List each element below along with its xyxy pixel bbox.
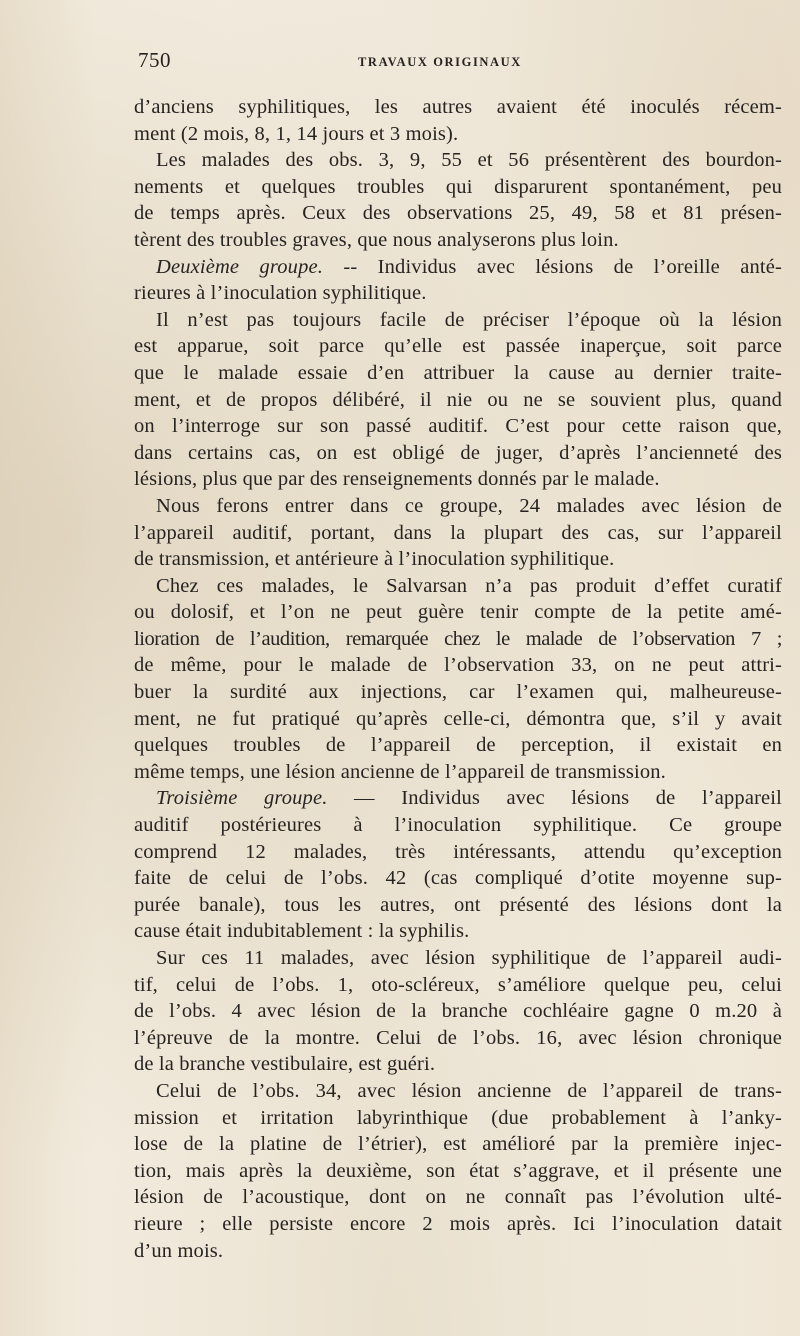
text-line: quelques troubles de l’appareil de perception, il existait en (134, 734, 782, 757)
text-line: purée banale), tous les autres, ont présenté des lésions dont la (134, 893, 782, 916)
page-header (138, 46, 792, 76)
text-line-heading-2 (134, 254, 782, 281)
text-line: ment, et de propos délibéré, il nie ou ne se souvient plus, quand (134, 388, 782, 411)
text-line: d’anciens syphilitiques, les autres avaient été inoculés récem- (134, 96, 782, 118)
section-heading-deuxieme-groupe: Deuxième groupe. (156, 255, 323, 278)
text-line: lose de la platine de l’étrier), est amélioré par la première injec- (134, 1133, 782, 1156)
text-line: ment (2 mois, 8, 1, 14 jours et 3 mois). (134, 122, 459, 145)
text-line: comprend 12 malades, très intéressants, attendu qu’exception (134, 840, 782, 863)
text-line-heading-3 (134, 785, 782, 812)
text-line: faite de celui de l’obs. 42 (cas compliqué d’otite moyenne sup- (134, 867, 782, 890)
heading-continuation: — Individus avec lésions de l’appareil (327, 787, 782, 810)
text-line: ou dolosif, et l’on ne peut guère tenir compte de la petite amé- (134, 601, 782, 624)
text-line: l’épreuve de la montre. Celui de l’obs. 16, avec lésion chronique (134, 1026, 782, 1049)
text-line: de même, pour le malade de l’observation 33, on ne peut attri- (134, 654, 782, 677)
text-line: tif, celui de l’obs. 1, oto-scléreux, s’améliore quelque peu, celui (134, 973, 782, 996)
text-line: tion, mais après la deuxième, son état s’aggrave, et il présente une (134, 1159, 782, 1182)
text-line: on l’interroge sur son passé auditif. C’est pour cette raison que, (134, 415, 782, 438)
text-line: dans certains cas, on est obligé de juger, d’après l’ancienneté des (134, 441, 782, 464)
text-line: est apparue, soit parce qu’elle est passée inaperçue, soit parce (134, 335, 782, 358)
text-line: de la branche vestibulaire, est guéri. (134, 1053, 436, 1076)
text-line: buer la surdité aux injections, car l’examen qui, malheureuse- (134, 681, 782, 704)
text-line: Celui de l’obs. 34, avec lésion ancienne de l’appareil de trans- (156, 1079, 782, 1102)
text-line: lioration de l’audition, remarquée chez le malade de l’observation 7 ; (134, 627, 782, 650)
text-line: même temps, une lésion ancienne de l’appareil de transmission. (134, 760, 666, 783)
text-line: auditif postérieures à l’inoculation syphilitique. Ce groupe (134, 814, 782, 837)
text-line: Chez ces malades, le Salvarsan n’a pas produit d’effet curatif (156, 574, 782, 597)
text-line: d’un mois. (134, 1239, 224, 1262)
text-line: Nous ferons entrer dans ce groupe, 24 malades avec lésion de (156, 494, 782, 517)
text-line: lésion de l’acoustique, dont on ne connaît pas l’évolution ulté- (134, 1186, 782, 1209)
heading-continuation: -- Individus avec lésions de l’oreille anté- (323, 255, 782, 278)
text-line: cause était indubitablement : la syphilis. (134, 920, 470, 943)
text-line: lésions, plus que par des renseignements donnés par le malade. (134, 468, 660, 491)
text-line: mission et irritation labyrinthique (due probablement à l’anky- (134, 1106, 782, 1129)
text-line: nements et quelques troubles qui disparurent spontanément, peu (134, 175, 782, 198)
text-line: rieure ; elle persiste encore 2 mois après. Ici l’inoculation datait (134, 1212, 782, 1235)
text-line: Les malades des obs. 3, 9, 55 et 56 présentèrent des bourdon- (156, 149, 782, 172)
text-line: rieures à l’inoculation syphilitique. (134, 282, 427, 305)
text-line: Sur ces 11 malades, avec lésion syphilitique de l’appareil audi- (156, 947, 782, 969)
text-line: tèrent des troubles graves, que nous analyserons plus loin. (134, 228, 619, 251)
page-number: 750 (138, 48, 171, 72)
body-text (134, 94, 782, 1264)
text-line: de temps après. Ceux des observations 25, 49, 58 et 81 présen- (134, 202, 782, 225)
text-line: de transmission, et antérieure à l’inoculation syphilitique. (134, 548, 615, 571)
text-line: de l’obs. 4 avec lésion de la branche cochléaire gagne 0 m.20 à (134, 1000, 782, 1023)
running-head: TRAVAUX ORIGINAUX (358, 55, 522, 69)
text-line: Il n’est pas toujours facile de préciser l’époque où la lésion (156, 308, 782, 331)
text-line: que le malade essaie d’en attribuer la cause au dernier traite- (134, 361, 782, 384)
section-heading-troisieme-groupe: Troisième groupe. (156, 787, 328, 810)
text-line: ment, ne fut pratiqué qu’après celle-ci, démontra que, s’il y avait (134, 707, 782, 730)
text-line: l’appareil auditif, portant, dans la plupart des cas, sur l’appareil (134, 521, 782, 544)
